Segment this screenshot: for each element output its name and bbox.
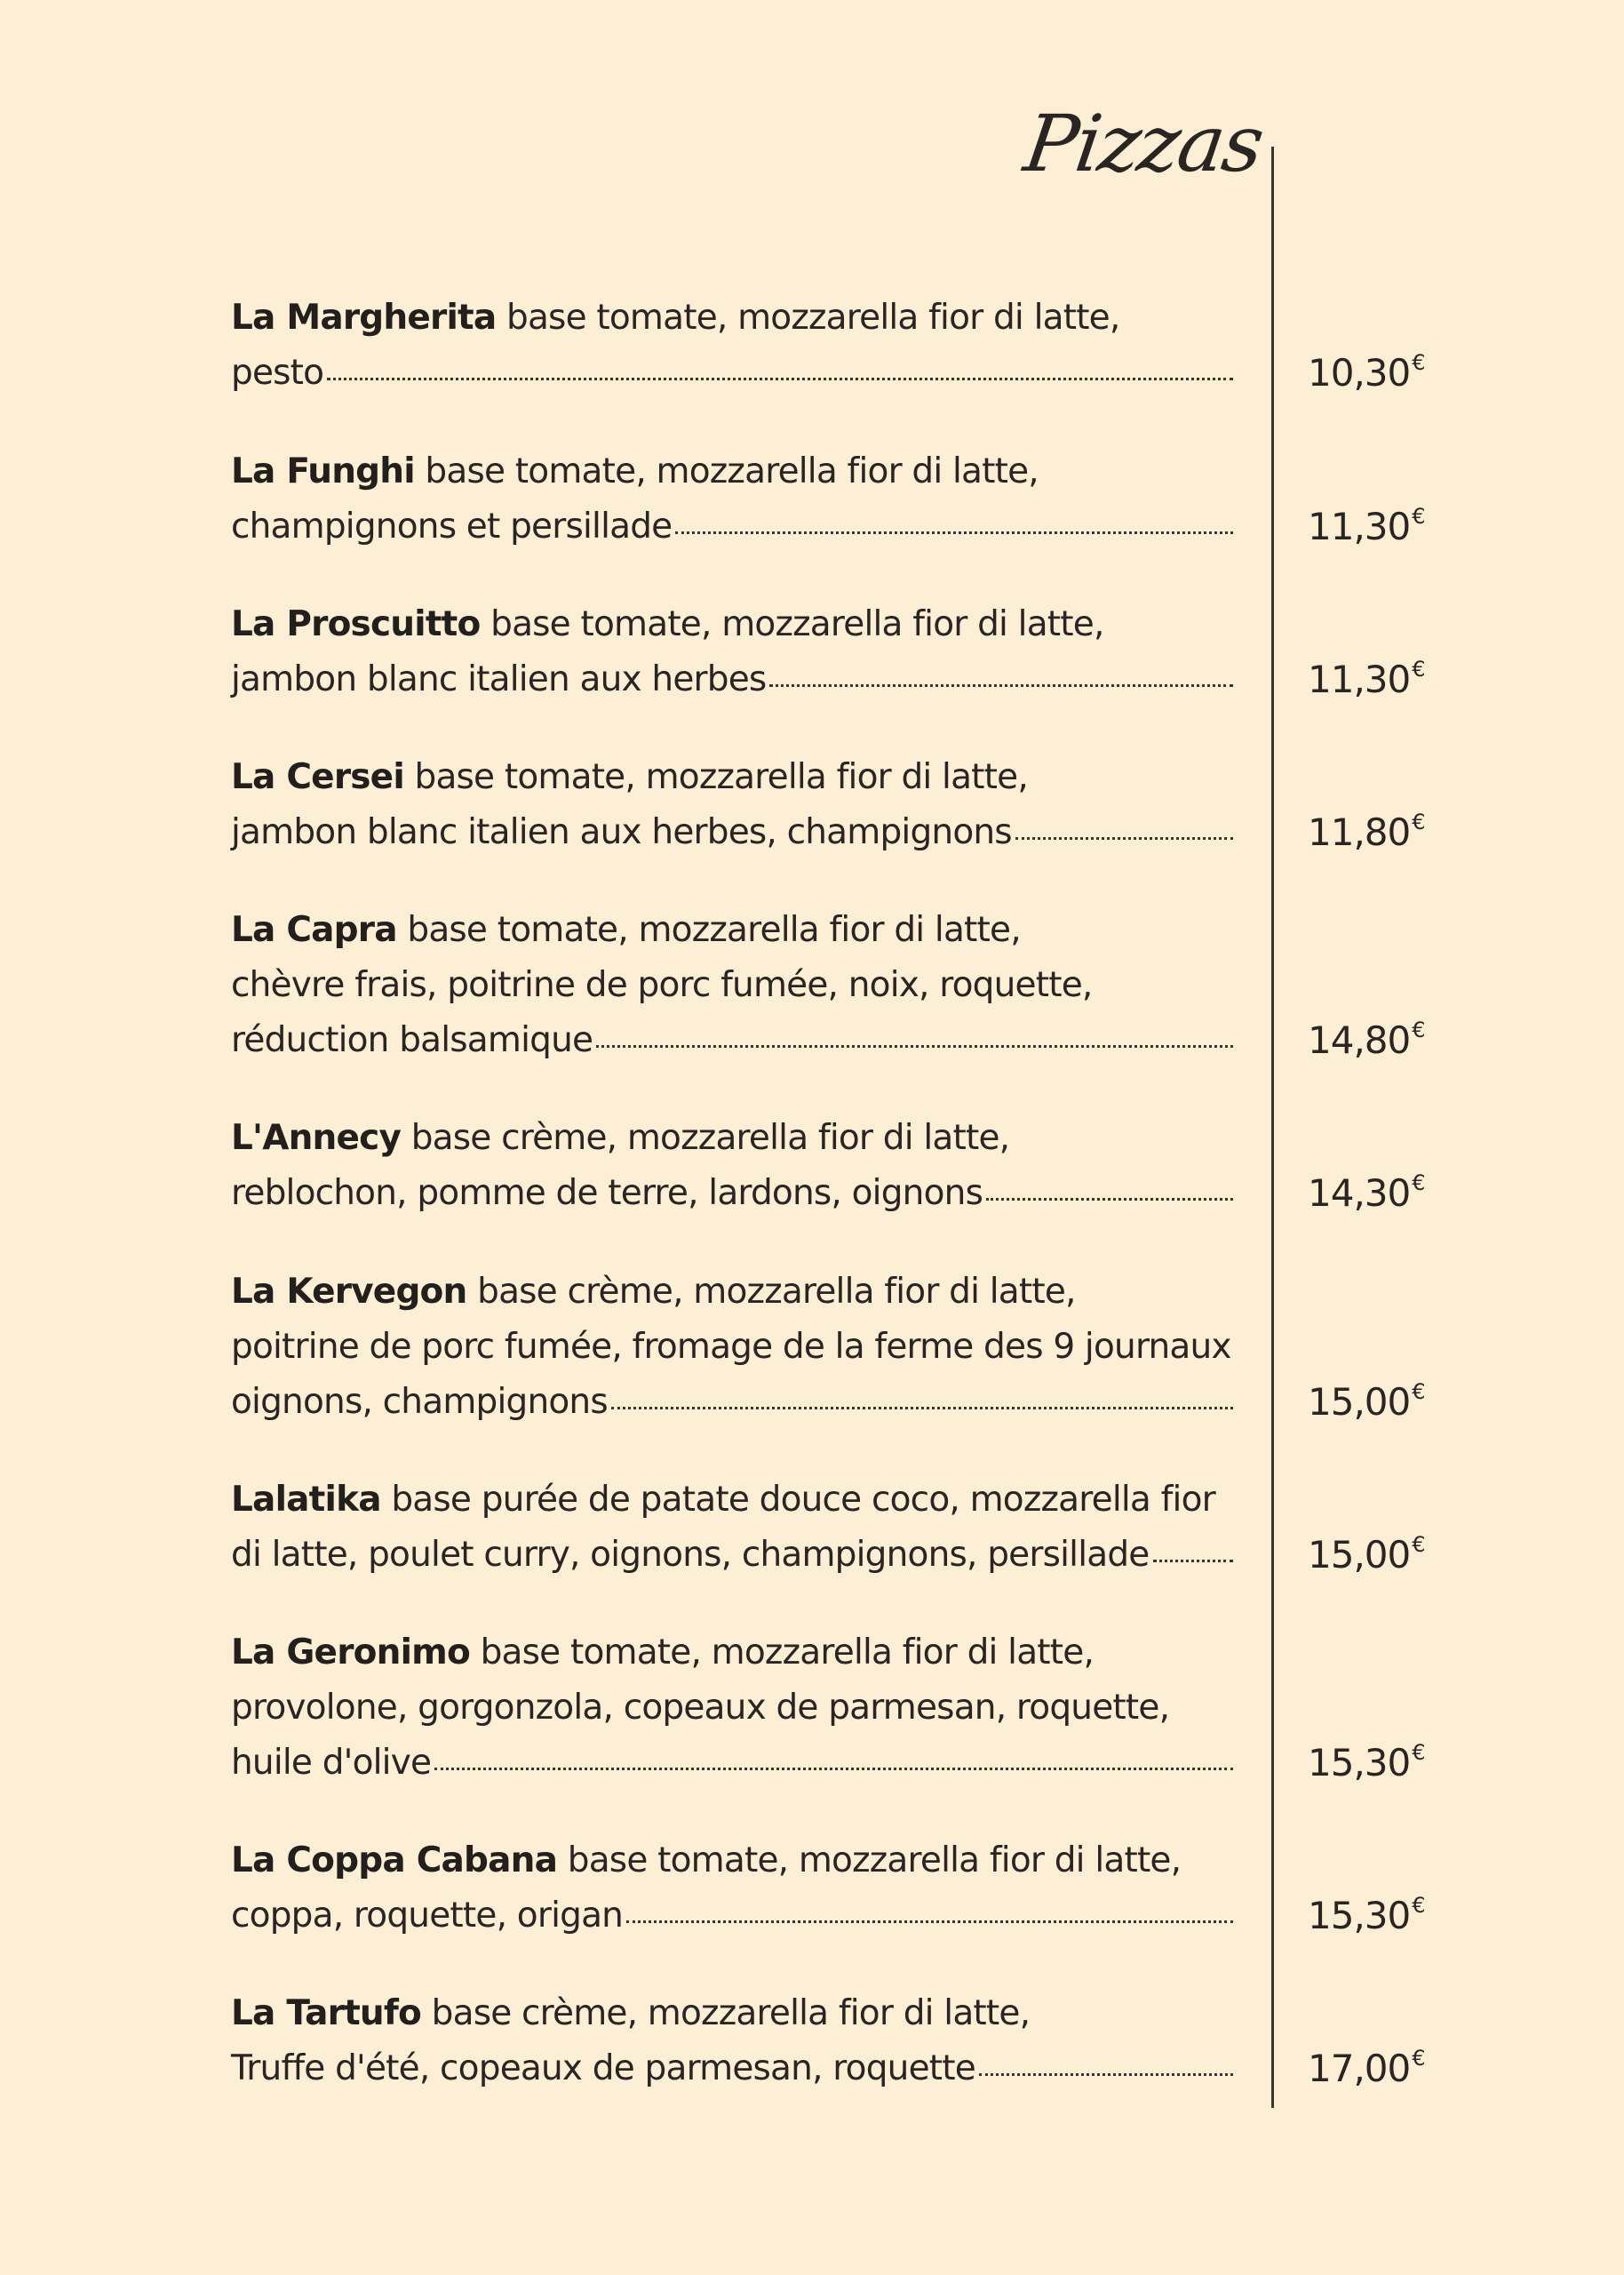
- item-last-line: [231, 1736, 1233, 1791]
- euro-symbol: €: [1412, 1893, 1425, 1918]
- menu-item: [231, 1986, 1262, 2096]
- item-description: base tomate, mozzarella fior di latte,: [470, 1632, 1095, 1672]
- item-first-line: [231, 1833, 1262, 1888]
- dotted-leader: [979, 2073, 1233, 2076]
- item-name: La Margherita: [231, 298, 497, 338]
- item-description-line: huile d'olive: [231, 1743, 432, 1783]
- item-last-line: [231, 652, 1233, 707]
- item-description: base tomate, mozzarella fior di latte,: [557, 1840, 1182, 1880]
- item-name: L'Annecy: [231, 1118, 402, 1158]
- item-description-line: Truffe d'été, copeaux de parmesan, roquette: [231, 2048, 975, 2088]
- dotted-leader: [1015, 837, 1233, 840]
- item-last-line: [231, 1888, 1233, 1944]
- price-value: 15,30: [1308, 1741, 1411, 1784]
- item-last-line: [231, 499, 1233, 555]
- menu-item: [231, 444, 1262, 555]
- item-description: base tomate, mozzarella fior di latte,: [403, 757, 1028, 797]
- price-value: 15,00: [1308, 1380, 1411, 1424]
- dotted-leader: [1153, 1560, 1234, 1562]
- item-name: La Coppa Cabana: [231, 1840, 558, 1880]
- euro-symbol: €: [1412, 1018, 1425, 1042]
- menu-item: [231, 1111, 1262, 1221]
- menu-item: [231, 291, 1262, 401]
- item-first-line: [231, 1111, 1262, 1166]
- menu-item: [231, 750, 1262, 860]
- item-first-line: [231, 750, 1262, 805]
- item-last-line: [231, 1528, 1233, 1583]
- price-value: 11,30: [1308, 505, 1411, 548]
- item-first-line: [231, 291, 1262, 346]
- menu-item: [231, 1265, 1262, 1430]
- dotted-leader: [611, 1407, 1233, 1409]
- price-value: 10,30: [1308, 351, 1411, 395]
- item-price: [1308, 1736, 1441, 1796]
- euro-symbol: €: [1412, 1170, 1425, 1195]
- vertical-divider: [1271, 147, 1274, 2108]
- menu-item: [231, 1833, 1262, 1944]
- dotted-leader: [327, 378, 1233, 380]
- item-description: base tomate, mozzarella fior di latte,: [414, 451, 1039, 491]
- euro-symbol: €: [1412, 504, 1425, 529]
- item-description: base tomate, mozzarella fior di latte,: [396, 910, 1021, 950]
- item-name: Lalatika: [231, 1480, 381, 1520]
- item-description-line: oignons, champignons: [231, 1382, 608, 1422]
- menu-item: [231, 1625, 1262, 1791]
- item-name: La Kervegon: [231, 1272, 467, 1312]
- item-description-line: coppa, roquette, origan: [231, 1896, 624, 1936]
- dotted-leader: [675, 531, 1233, 534]
- item-last-line: [231, 2041, 1233, 2096]
- item-description-line: reblochon, pomme de terre, lardons, oignons: [231, 1173, 983, 1213]
- item-first-line: [231, 903, 1262, 958]
- item-last-line: [231, 1166, 1233, 1221]
- price-value: 11,80: [1308, 810, 1411, 854]
- item-last-line: [231, 1375, 1233, 1430]
- item-description-line: chèvre frais, poitrine de porc fumée, noix, roquette,: [231, 965, 1093, 1005]
- dotted-leader: [596, 1045, 1233, 1048]
- item-first-line: [231, 597, 1262, 652]
- price-value: 14,30: [1308, 1171, 1411, 1215]
- euro-symbol: €: [1412, 810, 1425, 834]
- euro-symbol: €: [1412, 350, 1425, 375]
- item-name: La Proscuitto: [231, 604, 481, 644]
- item-name: La Capra: [231, 910, 397, 950]
- item-price: [1308, 1013, 1441, 1074]
- item-price: [1308, 1166, 1441, 1226]
- euro-symbol: €: [1412, 1532, 1425, 1557]
- item-description-line: jambon blanc italien aux herbes: [231, 659, 767, 699]
- dotted-leader: [434, 1768, 1233, 1770]
- item-price: [1308, 805, 1441, 866]
- item-price: [1308, 1888, 1441, 1949]
- item-name: La Funghi: [231, 451, 415, 491]
- item-first-line: [231, 444, 1262, 499]
- euro-symbol: €: [1412, 2046, 1425, 2071]
- item-last-line: [231, 1013, 1233, 1068]
- item-description-line: provolone, gorgonzola, copeaux de parmesan, roquette,: [231, 1688, 1170, 1728]
- item-description-line: pesto: [231, 353, 324, 393]
- item-name: La Geronimo: [231, 1632, 470, 1672]
- item-description-line: poitrine de porc fumée, fromage de la ferme des 9 journaux: [231, 1327, 1231, 1367]
- menu-item: [231, 597, 1262, 707]
- price-value: 15,00: [1308, 1533, 1411, 1577]
- item-first-line: [231, 1473, 1262, 1528]
- item-price: [1308, 346, 1441, 406]
- item-last-line: [231, 346, 1233, 401]
- item-name: La Tartufo: [231, 1993, 422, 2033]
- item-description: base tomate, mozzarella fior di latte,: [496, 298, 1120, 338]
- euro-symbol: €: [1412, 657, 1425, 682]
- page-title: Pizzas: [1019, 98, 1269, 189]
- item-description: base tomate, mozzarella fior di latte,: [480, 604, 1104, 644]
- item-name: La Cersei: [231, 757, 404, 797]
- euro-symbol: €: [1412, 1740, 1425, 1765]
- menu-item: [231, 1473, 1262, 1583]
- dotted-leader: [986, 1198, 1233, 1201]
- price-value: 14,80: [1308, 1018, 1411, 1062]
- item-price: [1308, 1528, 1441, 1588]
- item-first-line: [231, 1265, 1262, 1320]
- item-description-line: champignons et persillade: [231, 507, 673, 547]
- euro-symbol: €: [1412, 1379, 1425, 1404]
- item-description: base purée de patate douce coco, mozzarella fior: [380, 1480, 1215, 1520]
- item-price: [1308, 652, 1441, 713]
- item-description: base crème, mozzarella fior di latte,: [421, 1993, 1031, 2033]
- menu-item: [231, 903, 1262, 1068]
- item-first-line: [231, 1625, 1262, 1680]
- item-description: base crème, mozzarella fior di latte,: [466, 1272, 1076, 1312]
- price-value: 11,30: [1308, 658, 1411, 701]
- item-description-line: réduction balsamique: [231, 1020, 593, 1060]
- dotted-leader: [769, 684, 1233, 687]
- item-last-line: [231, 805, 1233, 860]
- price-value: 17,00: [1308, 2047, 1411, 2090]
- item-price: [1308, 499, 1441, 560]
- item-first-line: [231, 1986, 1262, 2041]
- dotted-leader: [626, 1920, 1233, 1923]
- price-value: 15,30: [1308, 1894, 1411, 1937]
- item-description-line: jambon blanc italien aux herbes, champignons: [231, 812, 1012, 852]
- item-price: [1308, 2041, 1441, 2102]
- item-description-line: di latte, poulet curry, oignons, champignons, persillade: [231, 1535, 1150, 1575]
- item-price: [1308, 1375, 1441, 1435]
- item-description: base crème, mozzarella fior di latte,: [401, 1118, 1010, 1158]
